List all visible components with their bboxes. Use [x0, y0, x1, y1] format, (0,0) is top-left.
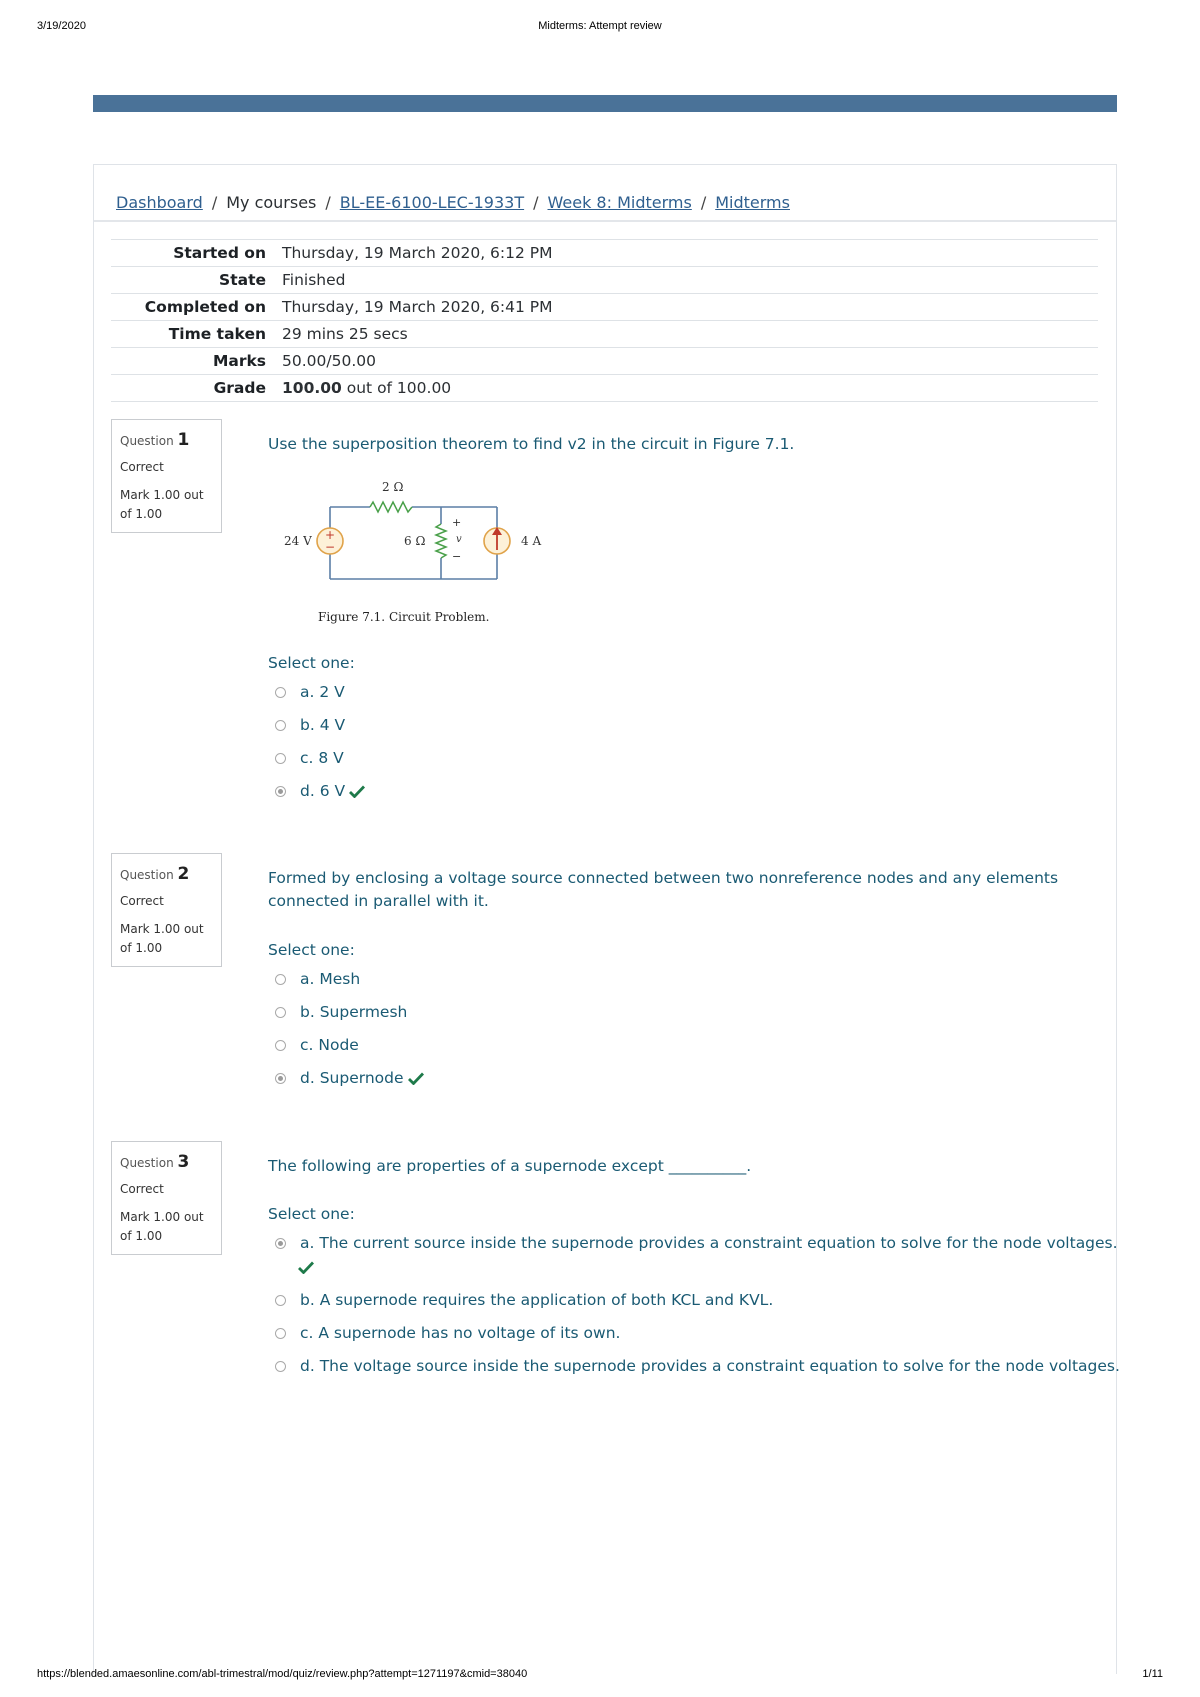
radio-button[interactable]: [275, 1007, 286, 1018]
select-one-label: Select one:: [268, 1205, 355, 1223]
question-number: 2: [177, 864, 190, 884]
radio-button[interactable]: [275, 1295, 286, 1306]
question-state: Correct: [120, 460, 164, 474]
print-title: Midterms: Attempt review: [538, 20, 662, 32]
question-info-2: Question 2 Correct Mark 1.00 out of 1.00: [111, 853, 222, 967]
question-state: Correct: [120, 1182, 164, 1196]
summary-row-state: State Finished: [111, 267, 1098, 294]
fig-label-6ohm: 6 Ω: [404, 534, 426, 548]
summary-row-time-taken: Time taken 29 mins 25 secs: [111, 321, 1098, 348]
print-footer: [0, 1668, 1200, 1684]
select-one-label: Select one:: [268, 654, 355, 672]
content-card: [93, 164, 1117, 1674]
svg-text:+: +: [452, 516, 462, 529]
question-text-1: Use the superposition theorem to find v2 in the circuit in Figure 7.1.: [268, 435, 795, 453]
print-url: https://blended.amaesonline.com/abl-trimestral/mod/quiz/review.php?attempt=1271197&cmid=38040: [37, 1668, 528, 1680]
question-text-2: Formed by enclosing a voltage source connected between two nonreference nodes and any elements connected in parallel with it.: [268, 869, 1059, 910]
breadcrumb-week-link[interactable]: Week 8: Midterms: [547, 193, 692, 212]
summary-row-grade: Grade 100.00 out of 100.00: [111, 375, 1098, 402]
radio-button-checked[interactable]: [275, 1073, 286, 1084]
radio-button[interactable]: [275, 1361, 286, 1372]
fig-label-4a: 4 A: [521, 534, 542, 548]
question-number: 3: [177, 1152, 190, 1172]
radio-button[interactable]: [275, 720, 286, 731]
top-accent-bar: [93, 95, 1117, 112]
radio-button[interactable]: [275, 687, 286, 698]
radio-button-checked[interactable]: [275, 1238, 286, 1249]
breadcrumb-dashboard-link[interactable]: Dashboard: [116, 193, 203, 212]
breadcrumb-my-courses: My courses: [226, 193, 317, 212]
print-date: 3/19/2020: [37, 20, 86, 32]
question-grade: Mark 1.00 out of 1.00: [120, 922, 204, 955]
svg-text:+: +: [324, 528, 336, 542]
breadcrumb-midterms-link[interactable]: Midterms: [715, 193, 790, 212]
summary-row-started: Started on Thursday, 19 March 2020, 6:12 PM: [111, 240, 1098, 267]
question-text-3: The following are properties of a supernode except __________.: [268, 1157, 752, 1175]
fig-label-2ohm: 2 Ω: [382, 480, 404, 494]
radio-button[interactable]: [275, 1328, 286, 1339]
breadcrumb-bar: [94, 165, 1116, 222]
fig-label-v: v: [456, 534, 462, 545]
radio-button[interactable]: [275, 974, 286, 985]
summary-row-marks: Marks 50.00/50.00: [111, 348, 1098, 375]
radio-button[interactable]: [275, 753, 286, 764]
summary-row-completed: Completed on Thursday, 19 March 2020, 6:41 PM: [111, 294, 1098, 321]
select-one-label: Select one:: [268, 941, 355, 959]
breadcrumb: Dashboard / My courses / BL-EE-6100-LEC-1933T / Week 8: Midterms / Midterms: [116, 193, 790, 212]
correct-check-icon: [298, 1261, 314, 1274]
attempt-summary-table: [111, 239, 1098, 402]
correct-check-icon: [349, 785, 365, 798]
svg-text:−: −: [324, 540, 336, 554]
fig-label-24v: 24 V: [284, 534, 312, 548]
radio-button-checked[interactable]: [275, 786, 286, 797]
print-header: [0, 20, 1200, 36]
question-info-3: Question 3 Correct Mark 1.00 out of 1.00: [111, 1141, 222, 1255]
question-grade: Mark 1.00 out of 1.00: [120, 1210, 204, 1243]
figure-caption: Figure 7.1. Circuit Problem.: [318, 610, 490, 624]
svg-text:−: −: [452, 550, 462, 563]
radio-button[interactable]: [275, 1040, 286, 1051]
print-page-number: 1/11: [1142, 1668, 1163, 1680]
correct-check-icon: [408, 1072, 424, 1085]
breadcrumb-course-link[interactable]: BL-EE-6100-LEC-1933T: [339, 193, 525, 212]
question-grade: Mark 1.00 out of 1.00: [120, 488, 204, 521]
circuit-figure: [280, 480, 550, 630]
question-info-1: Question 1 Correct Mark 1.00 out of 1.00: [111, 419, 222, 533]
question-number: 1: [177, 430, 190, 450]
question-state: Correct: [120, 894, 164, 908]
